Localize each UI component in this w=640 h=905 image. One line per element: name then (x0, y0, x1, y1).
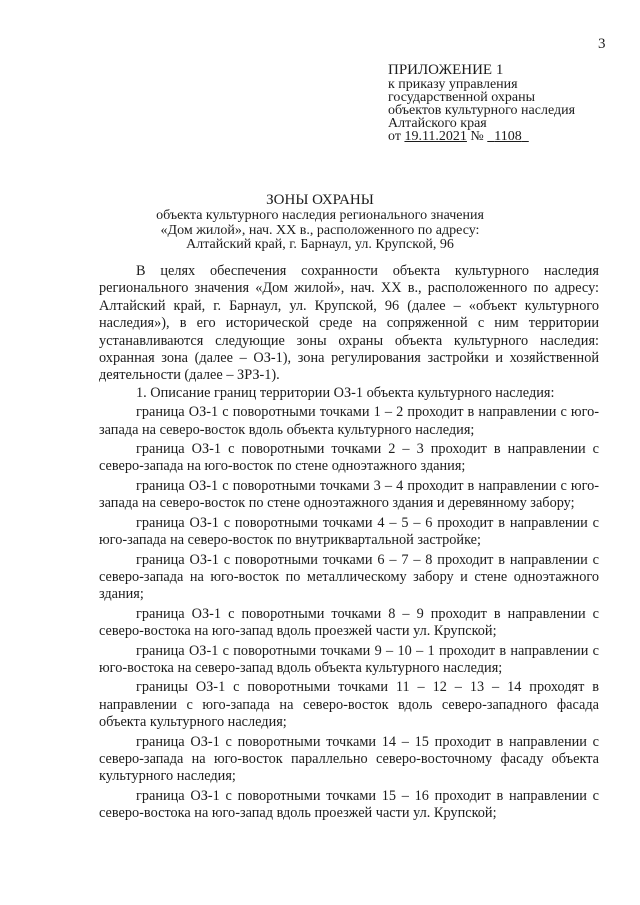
body-paragraph-boundary: граница ОЗ-1 с поворотными точками 8 – 9 проходит в направлении с северо-востока на юго-запад вдоль проезжей части ул. Крупской; (99, 605, 599, 640)
body-paragraph-boundary: граница ОЗ-1 с поворотными точками 9 – 10 – 1 проходит в направлении с юго-востока на северо-запад вдоль объекта культурного наследия; (99, 642, 599, 676)
body-paragraph-boundary: граница ОЗ-1 с поворотными точками 6 – 7 – 8 проходит в направлении с северо-запада на юго-восток по металлическому забору и стене одноэтажного здания; (99, 551, 599, 603)
body-paragraph-boundary: граница ОЗ-1 с поворотными точками 2 – 3 проходит в направлении с северо-запада на юго-восток по стене одноэтажного здания; (99, 441, 599, 475)
annex-block (388, 63, 575, 143)
heading-line: Алтайский край, г. Барнаул, ул. Крупской, 96 (186, 237, 454, 252)
annex-title: ПРИЛОЖЕНИЕ 1 (388, 62, 504, 78)
body-paragraph-boundary: граница ОЗ-1 с поворотными точками 14 – 15 проходит в направлении с северо-запада на юго-восток параллельно северо-восточному фасаду объекта культурного наследия; (99, 733, 599, 785)
annex-line: Алтайского края (388, 116, 487, 131)
annex-number-sign: № (470, 129, 484, 144)
body-paragraph-boundary: граница ОЗ-1 с поворотными точками 4 – 5 – 6 проходит в направлении с юго-запада на северо-восток по внутриквартальной застройке; (99, 514, 599, 549)
annex-line: объектов культурного наследия (388, 103, 576, 118)
annex-date-prefix: от (388, 129, 401, 144)
page-number: 3 (598, 36, 606, 52)
body-paragraph-boundary: граница ОЗ-1 с поворотными точками 1 – 2 проходит в направлении с юго-запада на северо-восток вдоль объекта культурного наследия; (99, 404, 599, 438)
body-paragraph-section-title: 1. Описание границ территории ОЗ-1 объекта культурного наследия: (136, 384, 555, 401)
body-paragraph-boundary: границы ОЗ-1 с поворотными точками 11 – 12 – 13 – 14 проходят в направлении с юго-запада на северо-восток вдоль северо-западного фасада объекта культурного наследия; (99, 679, 599, 731)
annex-number-value: 1108 (494, 129, 522, 144)
document-heading (0, 192, 640, 253)
heading-line: объекта культурного наследия регионального значения (156, 208, 484, 223)
document-body (99, 263, 599, 825)
annex-date-line (388, 130, 575, 143)
annex-number (487, 129, 528, 144)
body-paragraph-boundary: граница ОЗ-1 с поворотными точками 15 – 16 проходит в направлении с северо-востока на юго-запад вдоль проезжей части ул. Крупской; (99, 787, 599, 822)
body-paragraph-boundary: граница ОЗ-1 с поворотными точками 3 – 4 проходит в направлении с юго-запада на северо-восток по стене одноэтажного здания и деревянному забору; (99, 477, 599, 512)
heading-line: «Дом жилой», нач. XX в., расположенного по адресу: (160, 222, 480, 238)
annex-date: 19.11.2021 (404, 129, 467, 144)
annex-line: государственной охраны (388, 90, 536, 105)
body-paragraph-intro: В целях обеспечения сохранности объекта культурного наследия регионального значения «Дом жилой», нач. XX в., расположенного по адресу: Алтайский край, г. Барнаул, ул. Крупской, 96 (далее – «объект культурного наследия»), в его исторической среде на сопряженной с ним территории устанавливаются следующие зоны охраны объекта культурного наследия: охранная зона (далее – ОЗ-1), зона регулирования застройки и хозяйственной деятельности (далее – ЗРЗ-1). (99, 263, 599, 384)
annex-line: к приказу управления (388, 77, 518, 92)
heading-title: ЗОНЫ ОХРАНЫ (266, 192, 374, 208)
